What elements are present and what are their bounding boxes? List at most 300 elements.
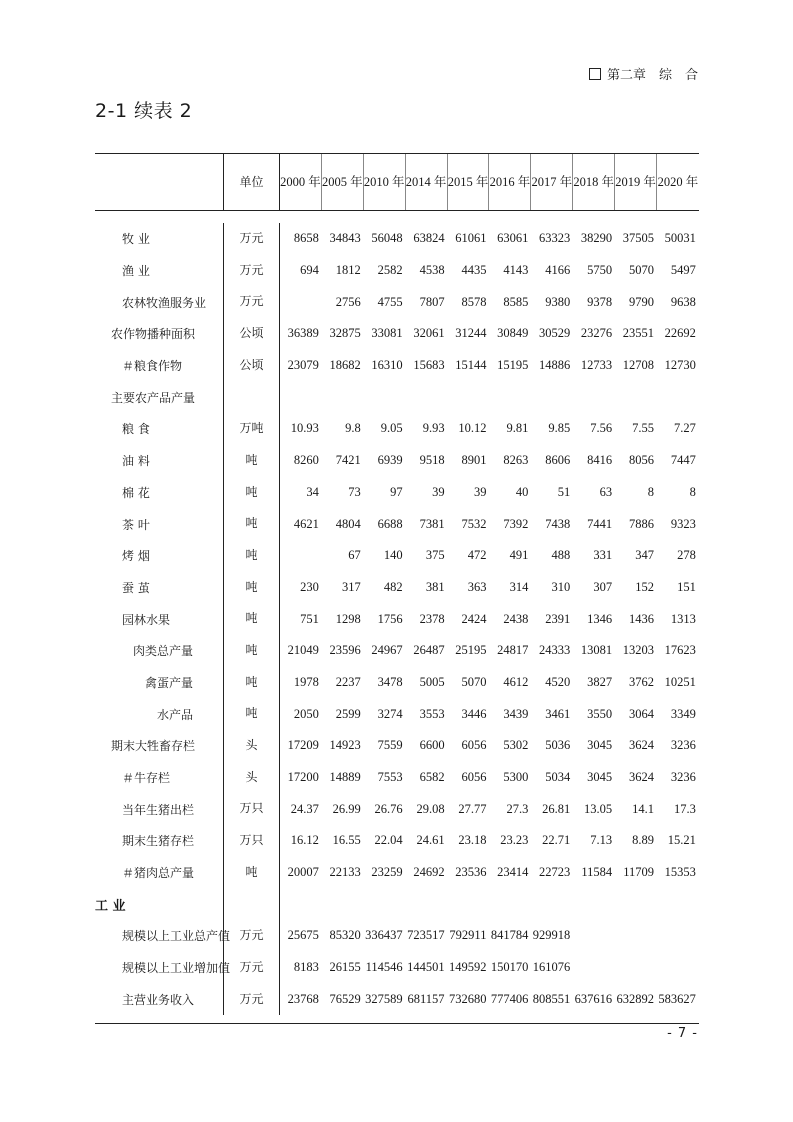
- value-cell: 6582: [419, 770, 445, 785]
- value-cell: 723517: [407, 928, 445, 943]
- value-cell: 67: [348, 548, 361, 563]
- value-cell: 1812: [335, 263, 361, 278]
- value-cell: 3461: [545, 706, 571, 721]
- value-cell: 12733: [580, 358, 613, 373]
- value-cell: 3550: [587, 706, 613, 721]
- value-cell: 7.13: [590, 833, 613, 848]
- value-cell: 85320: [329, 928, 361, 943]
- value-cell: 51: [557, 484, 571, 499]
- value-cell: 17.3: [674, 801, 696, 816]
- value-cell: 347: [635, 548, 655, 563]
- row-unit: 公顷: [223, 350, 280, 382]
- row-unit: 万吨: [223, 413, 280, 445]
- table-row: [95, 318, 699, 350]
- row-label: 水产品: [157, 707, 194, 722]
- row-unit: 吨: [223, 508, 280, 540]
- value-cell: 8056: [629, 453, 655, 468]
- value-cell: 310: [551, 579, 571, 594]
- value-cell: 9.93: [422, 421, 445, 436]
- value-cell: 11709: [623, 865, 655, 880]
- value-cell: 5036: [545, 738, 571, 753]
- value-cell: 12708: [622, 358, 655, 373]
- value-cell: 24817: [497, 643, 529, 658]
- value-cell: 9518: [419, 453, 445, 468]
- row-label: ＃猪肉总产量: [122, 866, 195, 881]
- row-unit: 吨: [223, 445, 280, 477]
- table-row: [95, 888, 699, 920]
- year-header: 2010 年: [364, 154, 406, 210]
- value-cell: 7381: [419, 516, 445, 531]
- row-label: 烤 烟: [122, 549, 150, 564]
- value-cell: 2378: [419, 611, 445, 626]
- value-cell: 2237: [335, 674, 361, 689]
- row-label: ＃牛存栏: [122, 771, 171, 786]
- value-cell: 24.37: [290, 801, 319, 816]
- table-row: [95, 350, 699, 382]
- row-unit: [223, 381, 280, 413]
- value-cell: 161076: [532, 960, 571, 975]
- value-cell: 3236: [670, 738, 696, 753]
- value-cell: 472: [467, 548, 487, 563]
- table-body: [95, 211, 699, 1023]
- value-cell: 26.76: [374, 801, 403, 816]
- value-cell: 3349: [670, 706, 696, 721]
- value-cell: 5070: [461, 674, 487, 689]
- value-cell: 9.85: [548, 421, 571, 436]
- value-cell: 3553: [419, 706, 445, 721]
- row-label: 粮 食: [122, 422, 150, 437]
- row-unit: 万元: [223, 920, 280, 952]
- value-cell: 7559: [377, 738, 403, 753]
- value-cell: 63824: [413, 231, 445, 246]
- row-unit: 公顷: [223, 318, 280, 350]
- value-cell: 15195: [497, 358, 529, 373]
- value-cell: 8901: [461, 453, 487, 468]
- row-unit: 万只: [223, 825, 280, 857]
- value-cell: 3624: [629, 770, 655, 785]
- value-cell: 792911: [449, 928, 487, 943]
- value-cell: 929918: [532, 928, 571, 943]
- value-cell: 336437: [365, 928, 403, 943]
- value-cell: 9380: [545, 294, 571, 309]
- header-unit-cell: 单位: [223, 154, 280, 210]
- value-cell: 6056: [461, 770, 487, 785]
- value-cell: 5302: [503, 738, 529, 753]
- row-label: 牧 业: [122, 232, 150, 247]
- value-cell: 32875: [329, 326, 361, 341]
- value-cell: 14889: [329, 770, 361, 785]
- value-cell: 30529: [538, 326, 571, 341]
- value-cell: 22692: [664, 326, 696, 341]
- value-cell: 317: [342, 579, 361, 594]
- value-cell: 16.12: [290, 833, 319, 848]
- value-cell: 29.08: [416, 801, 445, 816]
- row-unit: [223, 888, 280, 920]
- value-cell: 375: [425, 548, 445, 563]
- value-cell: 15.21: [667, 833, 696, 848]
- value-cell: 4520: [545, 674, 571, 689]
- value-cell: 6939: [377, 453, 403, 468]
- year-header: 2015 年: [448, 154, 490, 210]
- table-row: [95, 825, 699, 857]
- value-cell: 27.77: [458, 801, 487, 816]
- value-cell: 23.18: [458, 833, 487, 848]
- value-cell: 114546: [365, 960, 403, 975]
- value-cell: 5005: [419, 674, 445, 689]
- value-cell: 24333: [538, 643, 571, 658]
- value-cell: 9378: [587, 294, 613, 309]
- value-cell: 76529: [329, 991, 361, 1006]
- value-cell: 1436: [629, 611, 655, 626]
- row-label: 渔 业: [122, 264, 150, 279]
- value-cell: 3045: [587, 770, 613, 785]
- value-cell: 13081: [580, 643, 613, 658]
- value-cell: 841784: [490, 928, 529, 943]
- row-unit: 吨: [223, 698, 280, 730]
- value-cell: 2599: [335, 706, 361, 721]
- value-cell: 2391: [545, 611, 571, 626]
- value-cell: 482: [383, 579, 403, 594]
- value-cell: 8: [647, 484, 655, 499]
- value-cell: 13.05: [584, 801, 613, 816]
- value-cell: 381: [425, 579, 445, 594]
- value-cell: 149592: [448, 960, 487, 975]
- value-cell: 8658: [293, 231, 319, 246]
- value-cell: 37505: [622, 231, 655, 246]
- value-cell: 4143: [503, 263, 529, 278]
- value-cell: 694: [300, 263, 319, 278]
- year-header: 2017 年: [531, 154, 573, 210]
- value-cell: 1978: [293, 674, 319, 689]
- value-cell: 14.1: [632, 801, 655, 816]
- value-cell: 14923: [329, 738, 361, 753]
- table-row: [95, 698, 699, 730]
- value-cell: 27.3: [506, 801, 529, 816]
- value-cell: 15683: [413, 358, 445, 373]
- value-cell: 25675: [287, 928, 319, 943]
- value-cell: 1313: [670, 611, 696, 626]
- value-cell: 63323: [538, 231, 571, 246]
- value-cell: 26.99: [332, 801, 361, 816]
- table-row: [95, 572, 699, 604]
- row-label: ＃粮食作物: [122, 359, 183, 374]
- value-cell: 1346: [587, 611, 613, 626]
- row-label: 主要农产品产量: [111, 390, 196, 405]
- value-cell: 34843: [329, 231, 361, 246]
- table-row: [95, 508, 699, 540]
- value-cell: 7.56: [590, 421, 613, 436]
- value-cell: 9638: [670, 294, 696, 309]
- value-cell: 8416: [587, 453, 613, 468]
- value-cell: 23536: [455, 865, 487, 880]
- value-cell: 16310: [371, 358, 403, 373]
- table-row: [95, 540, 699, 572]
- value-cell: 152: [635, 579, 655, 594]
- value-cell: 150170: [490, 960, 529, 975]
- value-cell: 23768: [287, 991, 319, 1006]
- row-unit: 万元: [223, 984, 280, 1016]
- value-cell: 20007: [287, 865, 319, 880]
- value-cell: 144501: [407, 960, 445, 975]
- row-label: 主营业务收入: [122, 992, 195, 1007]
- value-cell: 73: [348, 484, 361, 499]
- value-cell: 23414: [497, 865, 529, 880]
- value-cell: 7.55: [632, 421, 655, 436]
- table-row: [95, 286, 699, 318]
- value-cell: 1298: [335, 611, 361, 626]
- value-cell: 56048: [371, 231, 403, 246]
- row-unit: 头: [223, 762, 280, 794]
- table-row: [95, 857, 699, 889]
- value-cell: 2582: [377, 263, 403, 278]
- year-header: 2018 年: [573, 154, 615, 210]
- value-cell: 6600: [419, 738, 445, 753]
- value-cell: 9790: [629, 294, 655, 309]
- value-cell: 151: [677, 579, 696, 594]
- value-cell: 583627: [658, 991, 696, 1006]
- year-header: 2005 年: [322, 154, 364, 210]
- table-row: [95, 381, 699, 413]
- value-cell: 140: [383, 548, 403, 563]
- year-header: 2016 年: [489, 154, 531, 210]
- value-cell: 331: [593, 548, 613, 563]
- value-cell: 2756: [335, 294, 361, 309]
- value-cell: 23551: [622, 326, 655, 341]
- row-unit: 吨: [223, 540, 280, 572]
- value-cell: 4538: [419, 263, 445, 278]
- value-cell: 17200: [287, 770, 319, 785]
- value-cell: 5300: [503, 770, 529, 785]
- row-label: 园林水果: [122, 612, 171, 627]
- value-cell: 7886: [629, 516, 655, 531]
- value-cell: 36389: [287, 326, 319, 341]
- table-bottom-rule: [95, 1023, 699, 1024]
- value-cell: 4804: [335, 516, 361, 531]
- value-cell: 3478: [377, 674, 403, 689]
- row-label: 肉类总产量: [133, 644, 194, 659]
- value-cell: 21049: [287, 643, 319, 658]
- value-cell: 808551: [532, 991, 571, 1006]
- row-unit: 头: [223, 730, 280, 762]
- value-cell: 24967: [371, 643, 403, 658]
- value-cell: 7.27: [674, 421, 696, 436]
- table-row: [95, 413, 699, 445]
- value-cell: 7441: [587, 516, 613, 531]
- value-cell: 732680: [448, 991, 487, 1006]
- value-cell: 10.93: [290, 421, 319, 436]
- value-cell: 3762: [629, 674, 655, 689]
- chapter-box-icon: [589, 68, 601, 80]
- value-cell: 32061: [413, 326, 445, 341]
- table-row: [95, 920, 699, 952]
- value-cell: 26.81: [542, 801, 571, 816]
- year-header: 2020 年: [657, 175, 699, 189]
- value-cell: 13203: [622, 643, 655, 658]
- row-unit: 吨: [223, 857, 280, 889]
- value-cell: 2424: [461, 611, 487, 626]
- table-row: [95, 793, 699, 825]
- header-name-cell: [95, 154, 223, 210]
- row-unit: 万元: [223, 223, 280, 255]
- table-row: [95, 255, 699, 287]
- value-cell: 39: [473, 484, 487, 499]
- page-title: 2-1 续表 2: [95, 100, 193, 122]
- value-cell: 632892: [616, 991, 655, 1006]
- value-cell: 9.81: [506, 421, 529, 436]
- year-header: 2000 年: [280, 154, 322, 210]
- value-cell: 2438: [503, 611, 529, 626]
- value-cell: 363: [467, 579, 487, 594]
- value-cell: 23596: [329, 643, 361, 658]
- row-unit: 吨: [223, 477, 280, 509]
- value-cell: 4755: [377, 294, 403, 309]
- chapter-header: [589, 64, 698, 83]
- value-cell: 23.23: [500, 833, 529, 848]
- value-cell: 307: [593, 579, 613, 594]
- value-cell: 38290: [580, 231, 613, 246]
- value-cell: 33081: [371, 326, 403, 341]
- value-cell: 17209: [287, 738, 319, 753]
- table-header-row: [95, 154, 699, 211]
- value-cell: 8585: [503, 294, 529, 309]
- row-unit: 万元: [223, 286, 280, 318]
- year-header: 2019 年: [615, 154, 657, 210]
- value-cell: 8183: [293, 960, 319, 975]
- value-cell: 9.8: [345, 421, 361, 436]
- row-label: 茶 叶: [122, 517, 150, 532]
- table-row: [95, 762, 699, 794]
- value-cell: 23079: [287, 358, 319, 373]
- value-cell: 26487: [413, 643, 445, 658]
- row-label: 棉 花: [122, 485, 150, 500]
- chapter-title: 第二章 综 合: [606, 68, 698, 83]
- value-cell: 4621: [293, 516, 319, 531]
- value-cell: 50031: [664, 231, 696, 246]
- value-cell: 3045: [587, 738, 613, 753]
- value-cell: 7532: [461, 516, 487, 531]
- value-cell: 7438: [545, 516, 571, 531]
- value-cell: 22.71: [542, 833, 571, 848]
- value-cell: 7421: [335, 453, 361, 468]
- value-cell: 7807: [419, 294, 445, 309]
- value-cell: 16.55: [332, 833, 361, 848]
- value-cell: 34: [306, 484, 319, 499]
- value-cell: 63061: [497, 231, 529, 246]
- value-cell: 9323: [670, 516, 696, 531]
- value-cell: 4435: [461, 263, 487, 278]
- value-cell: 26155: [329, 960, 361, 975]
- value-cell: 4166: [545, 263, 571, 278]
- row-label: 禽蛋产量: [145, 675, 194, 690]
- row-unit: 万只: [223, 793, 280, 825]
- value-cell: 8.89: [632, 833, 655, 848]
- value-cell: 3274: [377, 706, 403, 721]
- value-cell: 8263: [503, 453, 529, 468]
- value-cell: 8578: [461, 294, 487, 309]
- value-cell: 3446: [461, 706, 487, 721]
- table-row: [95, 952, 699, 984]
- value-cell: 6688: [377, 516, 403, 531]
- value-cell: 7392: [503, 516, 529, 531]
- value-cell: 15144: [455, 358, 487, 373]
- table-row: [95, 477, 699, 509]
- value-cell: 681157: [407, 991, 445, 1006]
- value-cell: 751: [300, 611, 319, 626]
- statistics-table: [95, 153, 699, 1024]
- value-cell: 4612: [503, 674, 529, 689]
- value-cell: 39: [432, 484, 445, 499]
- value-cell: 97: [390, 484, 403, 499]
- value-cell: 12730: [664, 358, 696, 373]
- value-cell: 6056: [461, 738, 487, 753]
- table-row: [95, 667, 699, 699]
- value-cell: 314: [509, 579, 529, 594]
- row-unit: 吨: [223, 572, 280, 604]
- row-label: 期末生猪存栏: [122, 834, 195, 849]
- value-cell: 63: [599, 484, 613, 499]
- row-label: 蚕 茧: [122, 580, 150, 595]
- row-unit: 万元: [223, 255, 280, 287]
- value-cell: 30849: [497, 326, 529, 341]
- value-cell: 1756: [377, 611, 403, 626]
- value-cell: 14886: [538, 358, 571, 373]
- value-cell: 15353: [664, 865, 696, 880]
- value-cell: 22723: [538, 865, 571, 880]
- value-cell: 278: [677, 548, 696, 563]
- table-row: [95, 730, 699, 762]
- value-cell: 7553: [377, 770, 403, 785]
- value-cell: 327589: [365, 991, 403, 1006]
- value-cell: 3439: [503, 706, 529, 721]
- value-cell: 5034: [545, 770, 571, 785]
- row-label: 规模以上工业增加值: [122, 961, 231, 976]
- value-cell: 10251: [664, 674, 696, 689]
- table-row: [95, 603, 699, 635]
- row-unit: 吨: [223, 603, 280, 635]
- row-label: 当年生猪出栏: [122, 802, 195, 817]
- value-cell: 9.05: [380, 421, 403, 436]
- row-label: 工 业: [95, 898, 126, 914]
- value-cell: 22133: [329, 865, 361, 880]
- table-row: [95, 445, 699, 477]
- row-unit: 吨: [223, 635, 280, 667]
- value-cell: 3236: [670, 770, 696, 785]
- row-unit: 万元: [223, 952, 280, 984]
- value-cell: 40: [515, 484, 529, 499]
- value-cell: 23259: [371, 865, 403, 880]
- value-cell: 777406: [490, 991, 529, 1006]
- page-number: - 7 -: [667, 1026, 698, 1041]
- value-cell: 10.12: [458, 421, 487, 436]
- row-label: 油 料: [122, 454, 150, 469]
- row-label: 规模以上工业总产值: [122, 929, 231, 944]
- table-row: [95, 984, 699, 1016]
- year-header: 2014 年: [406, 154, 448, 210]
- value-cell: 25195: [455, 643, 487, 658]
- value-cell: 8606: [545, 453, 571, 468]
- value-cell: 23276: [580, 326, 613, 341]
- value-cell: 22.04: [374, 833, 403, 848]
- value-cell: 5750: [587, 263, 613, 278]
- value-cell: 230: [300, 579, 319, 594]
- table-row: [95, 635, 699, 667]
- value-cell: 31244: [455, 326, 487, 341]
- value-cell: 11584: [581, 865, 613, 880]
- value-cell: 3624: [629, 738, 655, 753]
- value-cell: 17623: [664, 643, 696, 658]
- value-cell: 3827: [587, 674, 613, 689]
- value-cell: 5070: [629, 263, 655, 278]
